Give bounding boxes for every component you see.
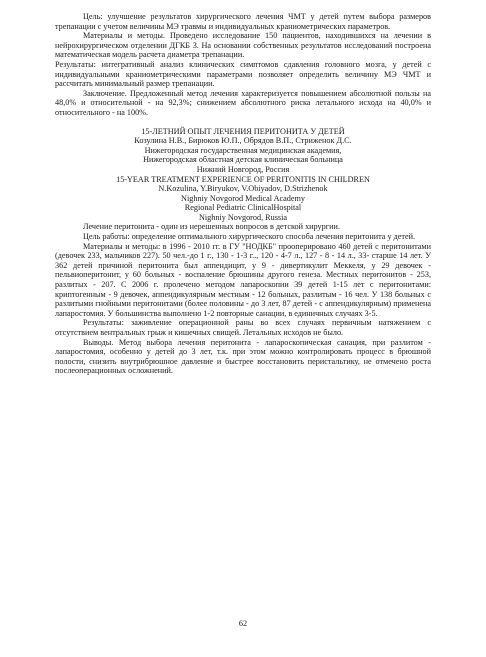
city-en: Nighniy Novgorod, Russia — [198, 212, 287, 222]
abstract2-results: Результаты: заживление операционной раны во всех случаях первичным натяжением с отсутствием вентральных грыж и кишечных свищей. Летальных исходов не было. — [55, 318, 431, 337]
city-ru: Нижний Новгород, Россия — [196, 164, 290, 174]
authors-ru: Козулина Н.В., Бирюков Ю.П., Обрядов В.П., Стриженок Д.С. — [134, 136, 352, 146]
affiliation-ru-2: Нижегородская областная детская клиническая больница — [143, 155, 343, 165]
abstract2-intro: Лечение перитонита - один из нерешенных вопросов в детской хирургии. — [83, 222, 340, 232]
abstract1-results: Результаты: интегративный анализ клинических симптомов сдавления головного мозга, у детей с индивидуальными краниометрическими параметрами позволяет определить величину МЭ ЧМТ и рассчитать минимальный размер трепанации. — [55, 59, 431, 89]
abstract2-conclusions: Выводы. Метод выбора лечения перитонита - лапароскопическая санация, при разлитом - лапаростомия, особенно у детей до 3 лет, т.к. при этом можно контролировать процесс в брюшной полости, снизить внутрибрюшное давление и быстрее восстановить перистальтику, не отмечено роста послеоперационных осложнений. — [55, 337, 431, 376]
abstract1-materials: Материалы и методы. Проведено исследование 150 пациентов, находившихся на лечении в нейрохирургическом отделении ДГКБ 3. На основании собственных результатов исследований построена математическая модель расчета диаметра трепанации. — [55, 31, 431, 60]
text-column — [55, 12, 431, 376]
affiliation-ru-1: Нижегородская государственная медицинская академия, — [144, 145, 342, 155]
abstract2-materials: Материалы и методы: в 1996 - 2010 гг. в ГУ "НОДКБ" прооперировано 460 детей с перитонитами (девочек 233, мальчиков 227). 50 чел.-до 1 г., 130 - 1-3 г.., 120 - 4-7 л., 127 - 8 - 14 л., 33- старше 14 лет. У 362 детей причиной перитонита был аппендицит, у 9 - дивертикулит Меккеля, у 29 девочек - пельвиоперитонит, у 60 больных - воспаление брюшины другого генеза. Местных перитонитов - 253, разлитых - 207. С 2006 г. пролечено методом лапароскопии 39 детей 1-15 лет с перитонитами: криптогенным - 9 девочек, аппендикулярным местным - 12 больных, разлитым - 16 чел. У 138 больных с разлитыми гнойными перитонитами (более половины - до 3 лет, 87 детей - с аппендикулярным) применена лапаростомия. У большинства выполнено 1-2 повторные санации, в единичных случаях 3-5. — [55, 241, 431, 318]
page-number: 62 — [238, 619, 248, 628]
abstract1-conclusion: Заключение. Предложенный метод лечения характеризуется повышением абсолютной пользы на 48,0% и относительной - на 92,3%; снижением абсолютного риска летального исхода на 40,0% и относительного - на 100%. — [55, 88, 431, 117]
authors-en: N.Kozulina, Y.Biryukov, V.Obiyadov, D.Strizhenok — [158, 184, 328, 194]
affiliation-en-2: Regional Pediatric ClinicalHospital — [184, 203, 302, 213]
article-title-en: 15-YEAR TREATMENT EXPERIENCE OF PERITONITIS IN CHILDREN — [116, 174, 370, 184]
article-title-ru: 15-ЛЕТНИЙ ОПЫТ ЛЕЧЕНИЯ ПЕРИТОНИТА У ДЕТЕЙ — [141, 126, 345, 136]
affiliation-en-1: Nighniy Novgorod Medical Academy — [181, 193, 305, 203]
abstract2-goal: Цель работы: определение оптимального хирургического способа лечения перитонита у детей. — [83, 232, 416, 242]
abstract1-goal: Цель: улучшение результатов хирургического лечения ЧМТ у детей путем выбора размеров трепанации с учетом величины МЭ травмы и индивидуальных краниометрических параметров. — [55, 12, 431, 31]
section-gap — [55, 118, 431, 127]
